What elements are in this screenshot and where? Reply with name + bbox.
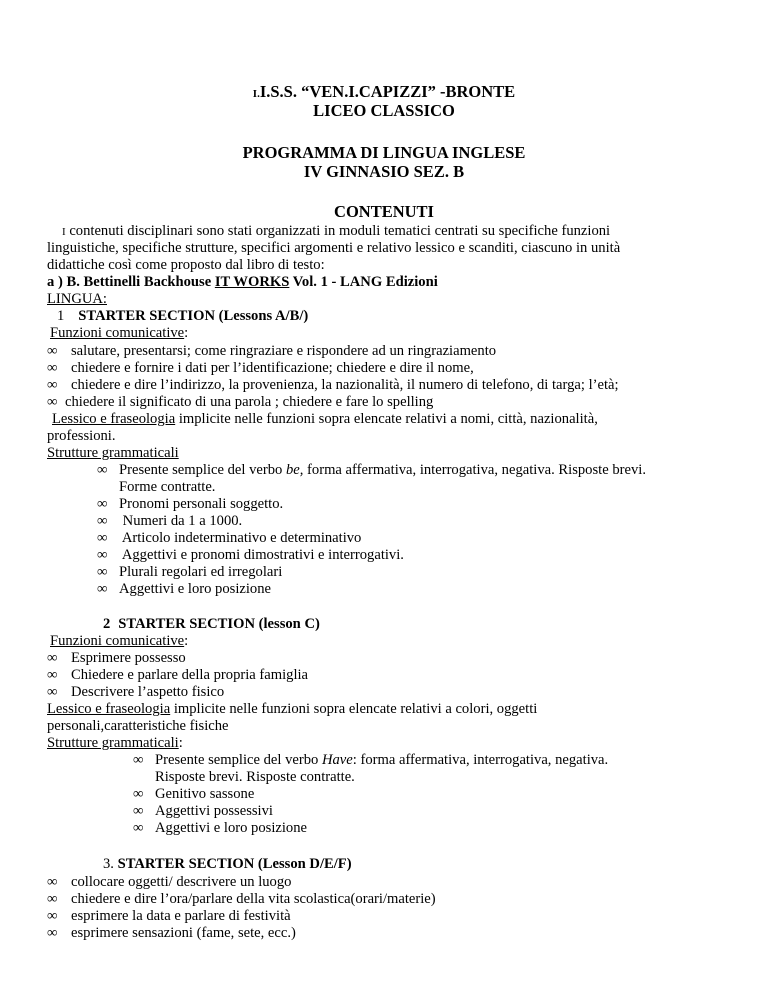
contents-heading: CONTENUTI [334,202,434,221]
grammar-text: Presente semplice del verbo [155,752,322,768]
grammar-text: forma affermativa, interrogativa, negativa. Risposte brevi. [303,462,646,478]
section2-number: 2 [103,616,111,632]
section1-heading [57,308,308,325]
section2-function-1 [47,650,186,667]
section1-lexicon-cont: professioni. [47,428,116,444]
section3-function-4 [47,925,296,942]
section2-functions-label: Funzioni comunicative: [50,633,189,649]
grammar-text: Articolo indeterminativo e determinativo [119,530,362,546]
bullet-icon: ∞ [47,908,58,924]
section1-grammar-label: Strutture grammaticali [47,445,179,461]
section1-grammar-7 [97,581,271,598]
section1-function-2 [47,360,474,377]
bullet-icon: ∞ [97,547,108,563]
function-text: chiedere e dire l’ora/parlare della vita scolastica(orari/materie) [71,891,436,907]
intro-line-3: didattiche così come proposto dal libro di testo: [47,257,325,273]
section1-grammar-4 [97,530,361,547]
grammar-text: Genitivo sassone [155,786,255,802]
bullet-icon: ∞ [133,820,144,836]
grammar-verb: be, [285,462,304,478]
grammar-verb: Have [321,752,353,768]
section2-lexicon-cont: personali,caratteristiche fisiche [47,718,229,734]
section1-functions-label: Funzioni comunicative: [50,325,189,341]
section2-function-3 [47,684,224,701]
book-edition: Vol. 1 - LANG Edizioni [289,274,438,290]
function-text: Esprimere possesso [71,650,186,666]
bullet-icon: ∞ [47,394,58,410]
bullet-icon: ∞ [133,752,144,768]
section1-functions-label-text: Funzioni comunicative [50,325,185,341]
section3-number: 3. [103,856,118,872]
grammar-text: Numeri da 1 a 1000. [119,513,243,529]
bullet-icon: ∞ [47,343,58,359]
bullet-icon: ∞ [133,786,144,802]
intro-line-1 [62,223,610,241]
bullet-icon: ∞ [47,925,58,941]
function-text: chiedere e fornire i dati per l’identificazione; chiedere e dire il nome, [71,360,474,376]
section1-number: 1 [57,308,65,324]
bullet-icon: ∞ [97,581,108,597]
lingua-label: LINGUA: [47,291,107,307]
section1-grammar-1-cont: Forme contratte. [119,479,216,495]
bullet-icon: ∞ [47,650,58,666]
school-name: I.S.S. “VEN.I.CAPIZZI” -BRONTE [259,82,516,101]
section1-grammar-6 [97,564,282,581]
bullet-icon: ∞ [47,360,58,376]
intro-text-1: contenuti disciplinari sono stati organizzati in moduli tematici centrati su specifiche funzioni [65,223,611,239]
bullet-icon: ∞ [133,803,144,819]
section2-grammar-label: Strutture grammaticali: [47,735,183,751]
function-text: chiedere e dire l’indirizzo, la provenienza, la nazionalità, il numero di telefono, di targa; l’età; [71,377,619,393]
section3-function-3 [47,908,291,925]
section1-lexicon-label: Lessico e fraseologia [52,411,176,427]
bullet-icon: ∞ [47,874,58,890]
bullet-icon: ∞ [97,564,108,580]
bullet-icon: ∞ [47,684,58,700]
class-title: IV GINNASIO SEZ. B [303,162,465,181]
bullet-icon: ∞ [47,891,58,907]
section3-function-1 [47,874,291,891]
section1-function-1 [47,343,496,360]
grammar-text: Presente semplice del verbo [119,462,286,478]
section2-grammar-1 [133,752,608,769]
section1-grammar-3 [97,513,242,530]
section1-grammar-1 [97,462,646,479]
intro-initial: I [62,226,66,238]
section2-lexicon [47,701,537,718]
intro-line-2: linguistiche, specifiche strutture, specifici argomenti e relativo lessico e scanditi, ciascuno in unità [47,240,621,256]
program-title: PROGRAMMA DI LINGUA INGLESE [242,143,526,162]
section2-lexicon-label: Lessico e fraseologia [47,701,171,717]
section3-title: STARTER SECTION [117,856,255,872]
bullet-icon: ∞ [97,496,108,512]
function-text: chiedere il significato di una parola ; chiedere e fare lo spelling [65,394,434,410]
liceo-title: LICEO CLASSICO [313,101,455,120]
grammar-text: Aggettivi e loro posizione [155,820,307,836]
section2-grammar-label-text: Strutture grammaticali [47,735,179,751]
section2-grammar-1-cont: Risposte brevi. Risposte contratte. [155,769,355,785]
section2-function-2 [47,667,308,684]
function-text: salutare, presentarsi; come ringraziare e rispondere ad un ringraziamento [71,343,497,359]
section1-title: STARTER SECTION (Lessons A/B/) [78,308,309,324]
section1-grammar-2 [97,496,283,513]
section3-function-2 [47,891,436,908]
bullet-icon: ∞ [47,377,58,393]
section1-lexicon-text: implicite nelle funzioni sopra elencate relativi a nomi, città, nazionalità, [175,411,598,427]
book-title: IT WORKS [214,274,290,290]
section2-grammar-2 [133,786,254,803]
section2-lexicon-text: implicite nelle funzioni sopra elencate relativi a colori, oggetti [170,701,538,717]
section2-grammar-4 [133,820,307,837]
section2-title: STARTER SECTION (lesson C) [118,616,320,632]
grammar-text: Aggettivi e loro posizione [119,581,271,597]
bullet-icon: ∞ [47,667,58,683]
grammar-text: Aggettivi e pronomi dimostrativi e interrogativi. [119,547,404,563]
function-text: esprimere sensazioni (fame, sete, ecc.) [71,925,296,941]
book-line [47,274,438,291]
grammar-text: Aggettivi possessivi [155,803,273,819]
grammar-text: Pronomi personali soggetto. [119,496,284,512]
section2-functions-label-text: Funzioni comunicative [50,633,185,649]
section2-grammar-3 [133,803,273,820]
grammar-text: Plurali regolari ed irregolari [119,564,283,580]
book-author: a ) B. Bettinelli Backhouse [47,274,215,290]
section3-heading [103,856,352,873]
school-prefix: I. [252,88,260,100]
section1-lexicon [52,411,598,428]
function-text: Chiedere e parlare della propria famiglia [71,667,309,683]
section2-heading [103,616,320,633]
bullet-icon: ∞ [97,530,108,546]
section1-grammar-5 [97,547,404,564]
section1-function-3 [47,377,619,394]
section1-function-4 [47,394,433,411]
grammar-text: : forma affermativa, interrogativa, negativa. [352,752,609,768]
bullet-icon: ∞ [97,462,108,478]
function-text: Descrivere l’aspetto fisico [71,684,225,700]
bullet-icon: ∞ [97,513,108,529]
function-text: collocare oggetti/ descrivere un luogo [71,874,292,890]
function-text: esprimere la data e parlare di festività [71,908,291,924]
section3-title-rest: (Lesson D/E/F) [254,856,352,872]
